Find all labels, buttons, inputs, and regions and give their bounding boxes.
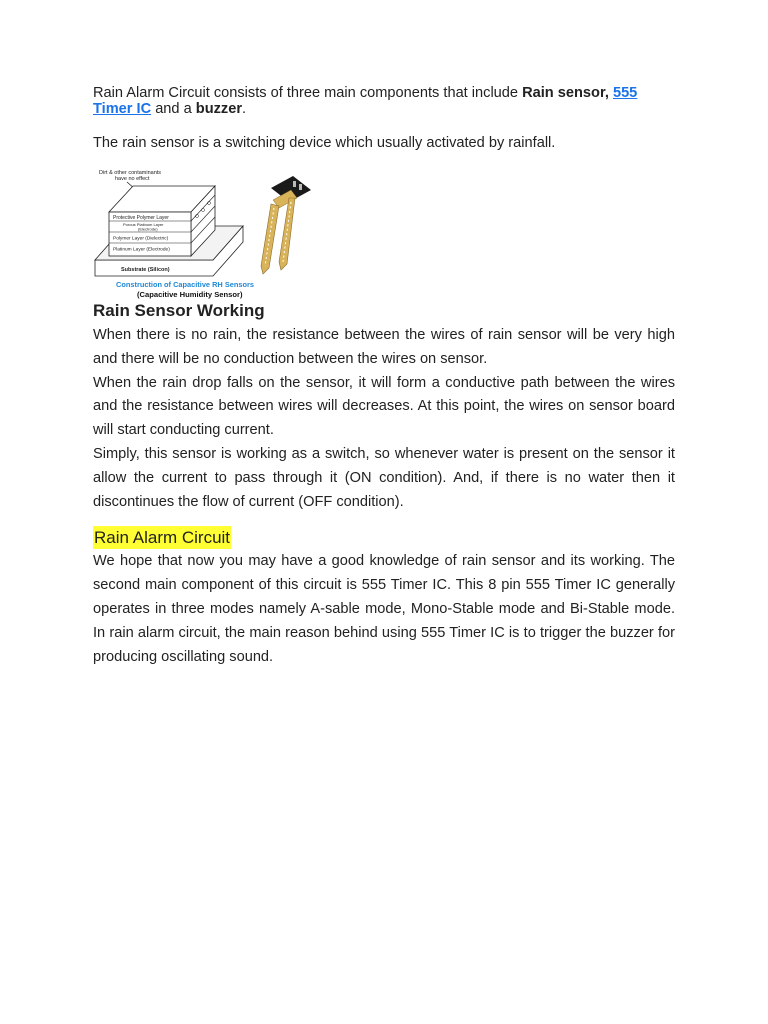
layer-label-protective: Protective Polymer Layer — [113, 215, 169, 221]
intro-text-before: Rain Alarm Circuit consists of three main components that include — [93, 85, 523, 101]
intro-text-and: and a — [151, 101, 196, 117]
layer-label-electrode: (Electrode) — [138, 226, 158, 232]
layer-label-polymer: Polymer Layer (Dielectric) — [113, 236, 169, 242]
working-paragraph-2: When the rain drop falls on the sensor, it will form a conductive path between the wires and the resistance between wires will decreases. At this point, the wires on sensor board will start conducting current. — [93, 374, 675, 439]
layer-label-porous: Porous Platinum Layer — [123, 222, 164, 227]
probe-pin — [293, 181, 296, 187]
sensor-intro-paragraph: The rain sensor is a switching device which usually activated by rainfall. — [93, 135, 556, 151]
intro-bold-rain-sensor: Rain sensor, — [522, 85, 609, 101]
intro-text-end: . — [242, 101, 247, 117]
working-paragraph-3: Simply, this sensor is working as a switch, so whenever water is present on the sensor it allow the current to pass through it (ON condition). And, if there is no water then it discontinues the flow of current (OFF condition). — [93, 445, 675, 510]
figure-caption-black: (Capacitive Humidity Sensor) — [137, 290, 243, 299]
figure-note-line2: have no effect — [115, 176, 150, 182]
rain-sensor-working-heading: Rain Sensor Working — [93, 301, 265, 320]
probe-prong-left — [261, 204, 279, 274]
capacitive-sensor-figure — [93, 168, 313, 302]
figure-note-line1: Dirt & other contaminants — [99, 170, 162, 176]
document-page — [93, 85, 675, 669]
layer-label-platinum: Platinum Layer (Electrode) — [113, 247, 170, 253]
rain-alarm-circuit-heading: Rain Alarm Circuit — [94, 528, 231, 548]
probe-pin — [299, 184, 302, 190]
link-555-timer-ic[interactable]: 555 Timer IC — [93, 85, 638, 117]
figure-caption-blue: Construction of Capacitive RH Sensors — [116, 280, 254, 289]
intro-bold-buzzer: buzzer — [195, 101, 242, 117]
layer-label-substrate: Substrate (Silicon) — [121, 267, 170, 273]
rain-sensor-probe-image — [261, 176, 311, 274]
working-paragraph-1: When there is no rain, the resistance between the wires of rain sensor will be very high and there will be no conduction between the wires on sensor. — [93, 327, 675, 367]
intro-paragraph — [93, 85, 675, 117]
sensor-diagram-image — [93, 168, 313, 302]
circuit-paragraph: We hope that now you may have a good knowledge of rain sensor and its working. The second main component of this circuit is 555 Timer IC. This 8 pin 555 Timer IC generally operates in three modes namely A-sable mode, Mono-Stable mode and Bi-Stable mode. In rain alarm circuit, the main reason behind using 555 Timer IC is to trigger the buzzer for producing oscillating sound. — [93, 553, 675, 665]
